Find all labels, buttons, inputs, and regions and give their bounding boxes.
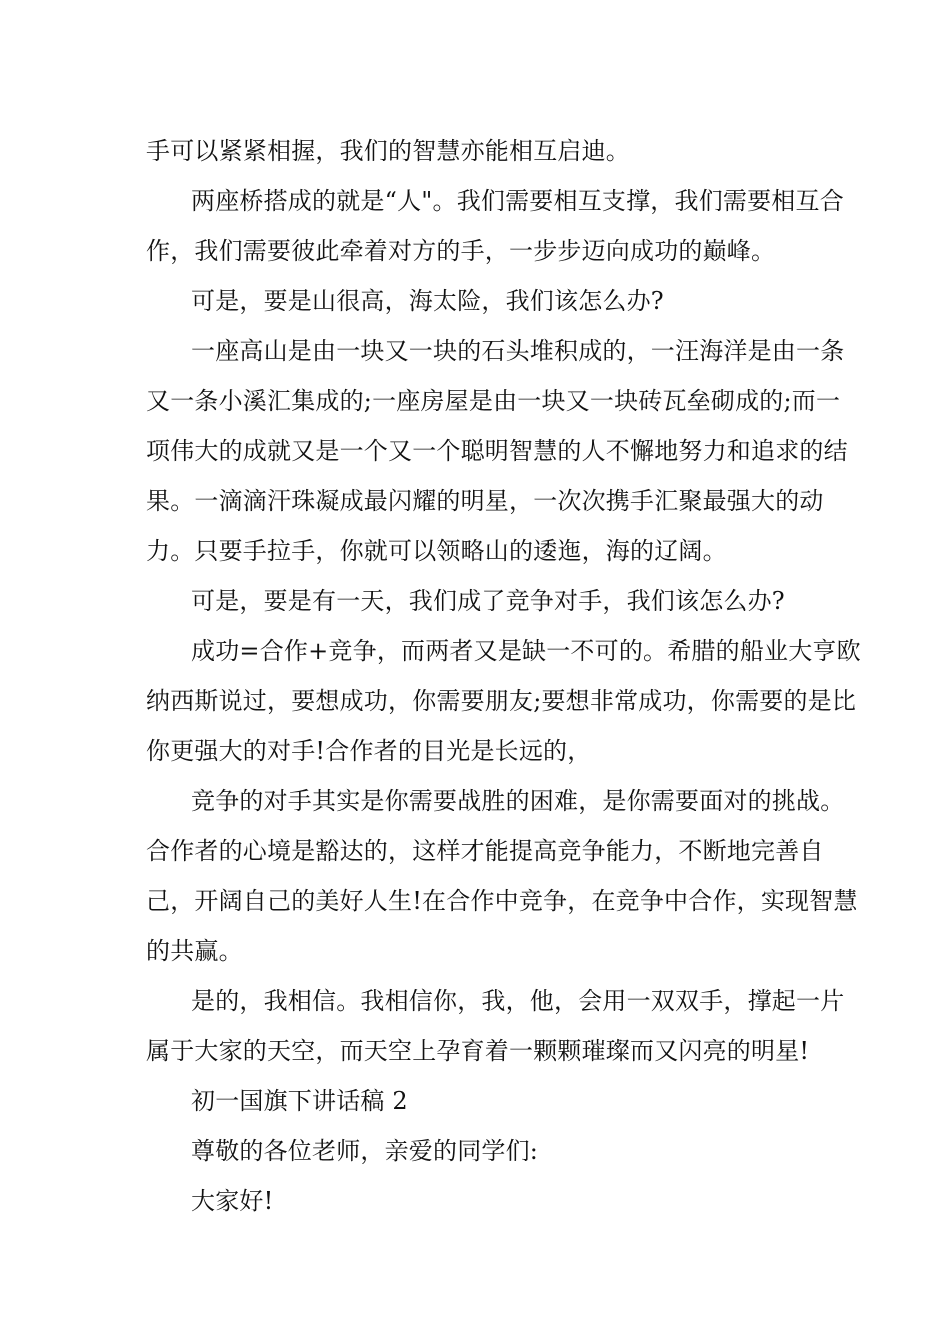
text-line: 一座高山是由一块又一块的石头堆积成的，一汪海洋是由一条 [191,337,845,365]
text-line: 项伟大的成就又是一个又一个聪明智慧的人不懈地努力和追求的结 [146,437,848,465]
greeting: 大家好! [191,1187,274,1215]
text-line: 手可以紧紧相握，我们的智慧亦能相互启迪。 [146,137,630,165]
text-line: 作，我们需要彼此牵着对方的手，一步步迈向成功的巅峰。 [146,237,776,265]
salutation: 尊敬的各位老师，亲爱的同学们: [191,1137,539,1165]
text-line: 是的，我相信。我相信你，我，他，会用一双双手，撑起一片 [191,987,845,1015]
text-line: 果。一滴滴汗珠凝成最闪耀的明星，一次次携手汇聚最强大的动 [146,487,824,515]
text-line: 可是，要是有一天，我们成了竞争对手，我们该怎么办? [191,587,785,615]
text-line: 可是，要是山很高，海太险，我们该怎么办? [191,287,664,315]
text-line: 成功=合作+竞争，而两者又是缺一不可的。希腊的船业大亨欧 [191,637,861,665]
text-line: 力。只要手拉手，你就可以领略山的逶迤，海的辽阔。 [146,537,727,565]
text-line: 的共赢。 [146,937,243,965]
text-line: 己，开阔自己的美好人生!在合作中竞争，在竞争中合作，实现智慧 [146,887,858,915]
text-line: 又一条小溪汇集成的;一座房屋是由一块又一块砖瓦垒砌成的;而一 [146,387,841,415]
text-line: 你更强大的对手!合作者的目光是长远的， [146,737,592,765]
text-line: 纳西斯说过，要想成功，你需要朋友;要想非常成功，你需要的是比 [146,687,857,715]
text-line: 竞争的对手其实是你需要战胜的困难，是你需要面对的挑战。 [191,787,845,815]
text-line: 两座桥搭成的就是“人"。我们需要相互支撑，我们需要相互合 [191,187,844,215]
text-line: 属于大家的天空，而天空上孕育着一颗颗璀璨而又闪亮的明星! [146,1037,810,1065]
section-heading: 初一国旗下讲话稿 2 [191,1087,408,1115]
text-line: 合作者的心境是豁达的，这样才能提高竞争能力，不断地完善自 [146,837,824,865]
